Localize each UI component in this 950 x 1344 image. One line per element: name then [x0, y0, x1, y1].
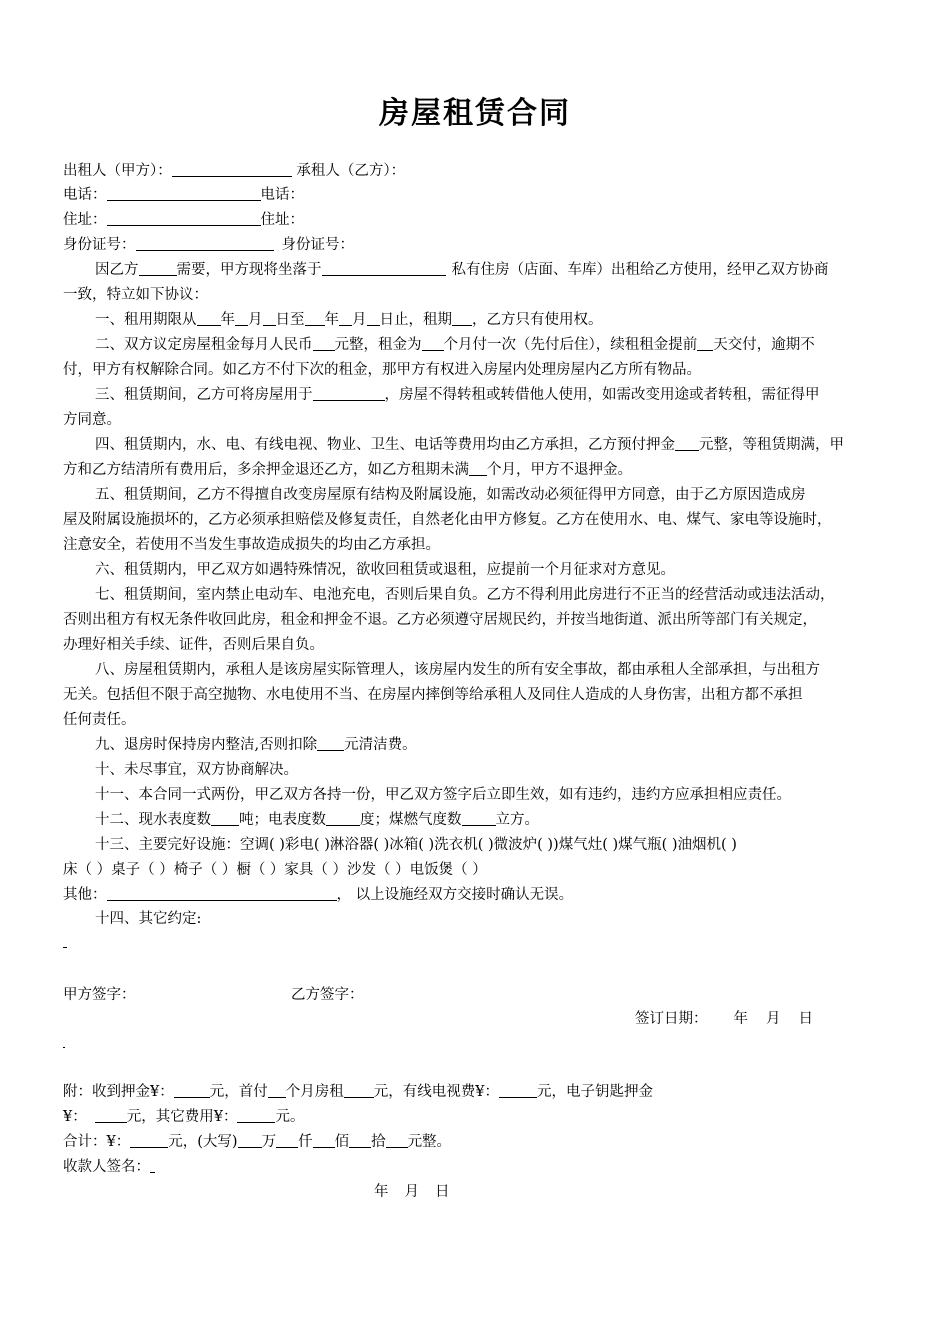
clause-text: 日至	[275, 312, 305, 328]
clause-10: 十、未尽事宜，双方协商解决。	[95, 762, 298, 778]
blank[interactable]	[313, 335, 335, 351]
clause-7-l2: 否则出租方有权无条件收回此房，租金和押金不退。乙方必须遵守居规民约，并按当地街道、派出所等部门有关规定，	[63, 612, 817, 628]
address-label: 住址：	[63, 212, 107, 228]
clause-1	[95, 310, 603, 330]
clause-text: 吨；电表度数	[239, 812, 326, 828]
receiver-label: 收款人签名：	[63, 1159, 150, 1175]
date-month: 月	[404, 1184, 419, 1200]
party-a-signature: 甲方签字：	[63, 987, 136, 1003]
clause-2	[95, 335, 815, 355]
clause-text: 年	[324, 312, 339, 328]
lessor-label: 出租人（甲方）：	[63, 163, 172, 179]
clause-text: 个月，甲方不退押金。	[487, 462, 632, 478]
appendix-text: 拾	[371, 1134, 386, 1150]
blank[interactable]	[268, 1082, 286, 1098]
clause-7-l3: 办理好相关手续、证件，否则后果自负。	[63, 637, 324, 653]
clause-7: 七、租赁期间，室内禁止电动车、电池充电，否则后果自负。乙方不得利用此房进行不正当的经营活动或违法活动，	[95, 587, 835, 603]
clause-text: ，乙方只有使用权。	[472, 312, 603, 328]
clause-text: 日止，租期	[379, 312, 452, 328]
appendix-text: 元。	[275, 1109, 305, 1125]
stray-mark	[63, 947, 67, 948]
appendix-text: 元，首付	[209, 1084, 268, 1100]
clause-text: 立方。	[495, 812, 539, 828]
address-line	[63, 210, 304, 230]
appendix-text: 万	[261, 1134, 277, 1150]
clause-text: 三、租赁期间，乙方可将房屋用于	[95, 387, 313, 403]
signing-date	[635, 1009, 813, 1029]
other-blank[interactable]	[107, 885, 337, 901]
clause-8-l3: 任何责任。	[63, 712, 136, 728]
receipt-date	[374, 1182, 450, 1202]
date-year: 年	[733, 1011, 748, 1027]
clause-text: 度；煤燃气度数	[360, 812, 462, 828]
lessor-line	[63, 161, 405, 181]
clause-9	[95, 735, 417, 755]
intro-blank-2[interactable]	[322, 260, 446, 276]
appendix-line-1	[63, 1082, 653, 1102]
blank[interactable]	[263, 310, 276, 326]
blank[interactable]	[211, 810, 239, 826]
blank[interactable]	[197, 310, 221, 326]
appendix-line-2	[63, 1107, 304, 1127]
appendix-total	[63, 1132, 451, 1152]
blank[interactable]	[697, 335, 713, 351]
clause-text: 一、租用期限从	[95, 312, 197, 328]
blank[interactable]	[675, 435, 699, 451]
blank[interactable]	[238, 1132, 262, 1148]
address-label-b: 住址：	[260, 212, 304, 228]
blank[interactable]	[95, 1107, 127, 1123]
date-year: 年	[374, 1184, 389, 1200]
intro-text: 私有住房（店面、车库）出租给乙方使用，经甲乙双方协商	[451, 262, 829, 278]
blank[interactable]	[313, 385, 385, 401]
blank[interactable]	[276, 1132, 298, 1148]
clause-3	[95, 385, 820, 405]
appendix-text: 元，有线电视费¥：	[373, 1084, 499, 1100]
party-b-signature: 乙方签字：	[291, 987, 364, 1003]
clause-11: 十一、本合同一式两份，甲乙双方各持一份，甲乙双方签字后立即生效，如有违约，违约方应承担相应责任。	[95, 787, 791, 803]
clause-13-other	[63, 885, 573, 905]
clause-text: 月	[248, 312, 263, 328]
appendix-text: 元整。	[407, 1134, 452, 1150]
appendix-text: 元，电子钥匙押金	[536, 1084, 653, 1100]
clause-8: 八、房屋租赁期内，承租人是该房屋实际管理人，该房屋内发生的所有安全事故，都由承租人全部承担，与出租方	[95, 662, 820, 678]
blank[interactable]	[174, 1082, 210, 1098]
id-blank[interactable]	[136, 235, 274, 251]
clause-text: 其他：	[63, 887, 107, 903]
stray-mark	[63, 1047, 65, 1048]
clause-text: 年	[220, 312, 235, 328]
blank[interactable]	[499, 1082, 537, 1098]
lessor-blank[interactable]	[172, 161, 292, 177]
clause-text: 二、双方议定房屋租金每月人民币	[95, 337, 313, 353]
blank[interactable]	[150, 1157, 155, 1173]
intro-blank-1[interactable]	[139, 260, 177, 276]
phone-label: 电话：	[63, 187, 107, 203]
blank[interactable]	[130, 1132, 168, 1148]
blank[interactable]	[344, 1082, 374, 1098]
blank[interactable]	[317, 735, 344, 751]
clause-8-l2: 无关。包括但不限于高空抛物、水电使用不当、在房屋内摔倒等给承租人及同住人造成的人身伤害，出租方都不承担	[63, 687, 803, 703]
blank[interactable]	[235, 310, 248, 326]
receiver-signature	[63, 1157, 155, 1177]
clause-4	[95, 435, 844, 455]
blank[interactable]	[469, 460, 487, 476]
lessee-label: 承租人（乙方）：	[296, 163, 406, 179]
clause-text: 四、租赁期内，水、电、有线电视、物业、卫生、电话等费用均由乙方承担，乙方预付押金	[95, 437, 675, 453]
intro-text: 因乙方	[95, 262, 139, 278]
clause-text: 天交付，逾期不	[713, 337, 815, 353]
phone-line	[63, 185, 304, 205]
clause-14: 十四、其它约定:	[95, 911, 202, 927]
clause-text: 九、退房时保持房内整洁,否则扣除	[95, 737, 318, 753]
appendix-text: 元，(大写)	[168, 1134, 238, 1150]
blank[interactable]	[462, 810, 496, 826]
clause-text: 十二、现水表度数	[95, 812, 211, 828]
clause-text: 元整，等租赁期满，甲	[699, 437, 844, 453]
clause-text: ，房屋不得转租或转借他人使用，如需改变用途或者转租，需征得甲	[384, 387, 820, 403]
appendix-text: 个月房租	[285, 1084, 344, 1100]
blank[interactable]	[422, 335, 444, 351]
clause-4-cont	[63, 460, 632, 480]
id-line	[63, 235, 354, 255]
clause-text: 方和乙方结清所有费用后，多余押金退还乙方，如乙方租期未满	[63, 462, 469, 478]
blank[interactable]	[305, 310, 325, 326]
date-month: 月	[766, 1011, 781, 1027]
appendix-text: 佰	[334, 1134, 350, 1150]
clause-6: 六、租赁期内，甲乙双方如遇特殊情况，欲收回租赁或退租，应提前一个月征求对方意见。	[95, 562, 675, 578]
clause-12	[95, 810, 539, 830]
blank[interactable]	[452, 310, 472, 326]
clause-3-cont: 方同意。	[63, 412, 121, 428]
appendix-text: 仟	[298, 1134, 313, 1150]
blank[interactable]	[386, 1132, 408, 1148]
intro-text: 需要，甲方现将坐落于	[176, 262, 322, 278]
date-day: 日	[435, 1184, 450, 1200]
blank[interactable]	[339, 310, 352, 326]
clause-2-cont: 付，甲方有权解除合同。如乙方不付下次的租金，那甲方有权进入房屋内处理房屋内乙方所有物品。	[63, 362, 701, 378]
blank[interactable]	[237, 1107, 275, 1123]
clause-13: 十三、主要完好设施：空调( )彩电( )淋浴器( )冰箱( )洗衣机( )微波炉( ))煤气灶( )煤气瓶( )油烟机( )	[95, 837, 737, 853]
appendix-text: ¥：	[63, 1109, 87, 1125]
appendix-text: 元，其它费用¥：	[126, 1109, 238, 1125]
blank[interactable]	[313, 1132, 335, 1148]
address-blank[interactable]	[107, 210, 261, 226]
date-day: 日	[798, 1011, 813, 1027]
intro-line	[95, 260, 829, 280]
clause-text: 元整，租金为	[334, 337, 422, 353]
id-label: 身份证号：	[63, 237, 136, 253]
clause-5-l3: 注意安全，若使用不当发生事故造成损失的均由乙方承担。	[63, 537, 440, 553]
appendix-text: 合计：¥：	[63, 1134, 131, 1150]
clause-text: ， 以上设施经双方交接时确认无误。	[336, 887, 574, 903]
appendix-text: 附：收到押金¥：	[63, 1084, 174, 1100]
intro-cont: 一致，特立如下协议：	[63, 287, 208, 303]
phone-blank[interactable]	[107, 185, 261, 201]
clause-5: 五、租赁期间，乙方不得擅自改变房屋原有结构及附属设施，如需改动必须征得甲方同意，由于乙方原因造成房	[95, 487, 806, 503]
clause-5-l2: 屋及附属设施损坏的，乙方必须承担赔偿及修复责任，自然老化由甲方修复。乙方在使用水、电、煤气、家电等设施时，	[63, 512, 832, 528]
phone-label-b: 电话：	[260, 187, 304, 203]
blank[interactable]	[367, 310, 380, 326]
page-title: 房屋租赁合同	[379, 96, 571, 131]
clause-text: 个月付一次（先付后住），续租租金提前	[443, 337, 698, 353]
clause-text: 元清洁费。	[344, 737, 417, 753]
blank[interactable]	[326, 810, 360, 826]
id-label-b: 身份证号：	[281, 237, 354, 253]
date-label: 签订日期：	[635, 1011, 708, 1027]
clause-text: 月	[352, 312, 367, 328]
blank[interactable]	[349, 1132, 371, 1148]
clause-13-l2: 床（ ）桌子（ ）椅子（ ）橱（ ）家具（ ）沙发（ ）电饭煲（ ）	[63, 862, 487, 878]
